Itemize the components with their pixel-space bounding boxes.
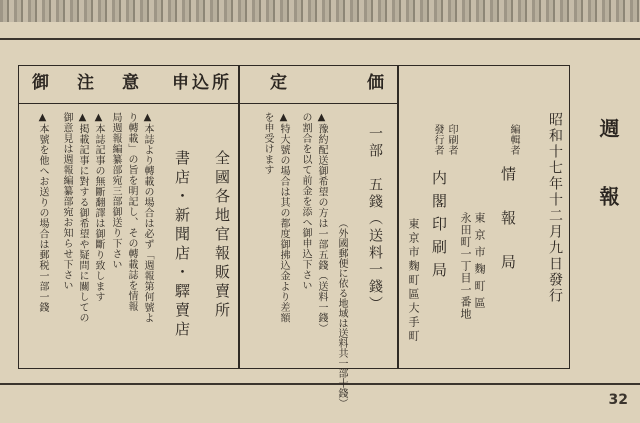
page-number: 32: [608, 392, 628, 408]
printer-name: 内閣印刷局: [430, 170, 448, 285]
notice-line-5: ▲掲載記事に對する御希望や疑問に關しての: [77, 112, 88, 323]
sales-line-1: 全國各地官報販賣所: [213, 150, 231, 321]
editor-name: 情 報 局: [499, 166, 517, 276]
bottom-rule: [0, 383, 640, 385]
editor-address-2: 永田町一丁目一番地: [459, 212, 472, 320]
price-amount: 一部 五錢（送料一錢）: [367, 126, 383, 313]
notice-line-1: ▲本誌より轉載の場合は必ず「週報第何號よ: [142, 112, 153, 323]
issue-date: 昭和十七年十二月九日發行: [547, 112, 563, 304]
top-rule: [0, 38, 640, 40]
price-body-2: の割合を以て前金を添へ御申込下さい: [300, 112, 311, 291]
price-body-3: ▲特大號の場合は其の都度御拂込金より差額: [278, 112, 289, 323]
sales-heading: 申込所: [172, 73, 232, 93]
divider-price: [397, 65, 399, 369]
notice-line-6: 御意見は週報編纂部宛お知らせ下さい: [61, 112, 72, 291]
notice-line-3: 局週報編纂部宛三部御送り下さい: [110, 112, 121, 270]
publisher-role: 發行者: [432, 124, 443, 156]
notice-heading: 御注意: [32, 73, 167, 93]
previous-page-edge: [0, 0, 640, 22]
printer-address: 東京市麴町區大手町: [407, 218, 420, 344]
sales-line-2: 書店・新聞店・驛賣店: [173, 150, 191, 340]
notice-line-2: り轉載」の旨を明記し、その轉載誌を情報: [126, 112, 137, 312]
divider-sales: [238, 65, 240, 369]
notice-line-4: ▲本誌記事の無斷翻譯は御斷り致します: [93, 112, 104, 302]
editor-role: 編輯者: [508, 124, 519, 156]
magazine-title: 週 報: [596, 118, 620, 220]
price-body-4: を申受けます: [262, 112, 273, 175]
heading-rule: [18, 103, 398, 104]
price-heading: 定価: [270, 73, 464, 93]
editor-address-1: 東京市麴町區: [473, 212, 486, 314]
printer-role: 印刷者: [446, 124, 457, 156]
price-foreign-note: （外國郵便に依る地域は送料共一部十錢）: [336, 218, 347, 408]
notice-line-7: ▲本號を他へお送りの場合は郵税一部一錢: [37, 112, 48, 313]
price-body-1: ▲豫約配送御希望の方は一部五錢（送料一錢）: [316, 112, 327, 334]
